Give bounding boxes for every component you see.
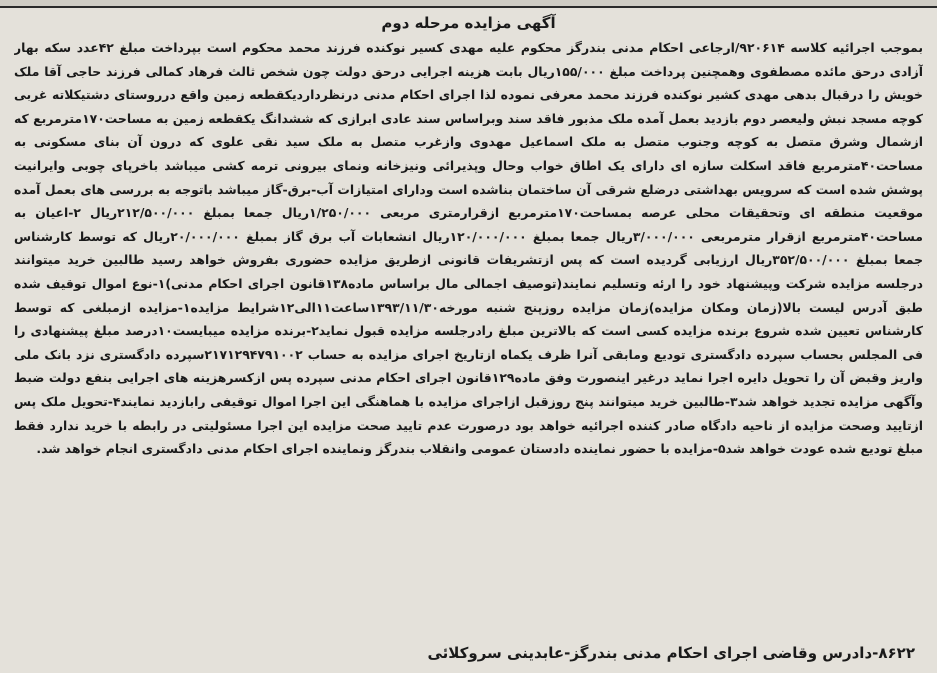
clipping-top-edge	[0, 0, 937, 8]
notice-title: آگهی مزایده مرحله دوم	[381, 14, 556, 32]
notice-body: بموجب اجرائیه کلاسه ۹۲۰۶۱۴/ارجاعی احکام مدنی بندرگز محکوم علیه مهدی کسیر نوکنده فرزند محمد محکوم است بپرداخت مبلغ ۴۲عدد سکه بهار آزادی درحق مائده مصطفوی وهمچنین پرداخت مبلغ ۱۵۵/۰۰۰ریال بابت هزینه اجرایی درحق دولت چون شخص ثالث فرهاد کمالی فرزند حاجی آقا ملک خویش را درقبال بدهی مهدی کشیر نوکنده فرزند محمد معرفی نموده لذا اجرای احکام مدنی درنظرداردیکقطعه زمین واقع درروستای دشتیکلاته غربی کوچه مسجد نبش ولیعصر دوم بازدید بعمل آمده ملک مذبور فاقد سند وبراساس سند عادی ابرازی که ششدانگ یکقطعه زمین به مساحت۱۷۰مترمربع که ازشمال وشرق متصل به کوچه وجنوب متصل به ملک اسماعیل مهدوی وازغرب متصل به ملک سید نقی علوی که درون آن بنای مسکونی به مساحت۴۰مترمربع فاقد اسکلت سازه ای دارای یک اطاق خواب وحال وپذیرائی ونیزخانه ونمای بیرونی ترمه کشی میباشد باخرپای چوبی وایرانیت پوشش شده است که سرویس بهداشتی درضلع شرقی آن ساختمان بناشده است ودارای امتیازات آب-برق-گاز میباشد باتوجه به بررسی های بعمل آمده موقعیت منطقه ای وتحقیقات محلی عرصه بمساحت۱۷۰مترمربع ازقرارمتری مربعی ۱/۲۵۰/۰۰۰ریال جمعا بمبلغ ۲۱۲/۵۰۰/۰۰۰ریال ۲-اعیان به مساحت۴۰مترمربع ازقرار مترمربعی ۳/۰۰۰/۰۰۰ریال جمعا بمبلغ ۱۲۰/۰۰۰/۰۰۰ریال انشعابات آب برق گاز بمبلغ ۲۰/۰۰۰/۰۰۰ریال که توسط کارشناس جمعا بمبلغ ۳۵۲/۵۰۰/۰۰۰ریال ارزیابی گردیده است که پس ازتشریفات قانونی ازطریق مزایده حضوری بفروش خواهد رسید طالبین خرید میتوانند درجلسه مزایده شرکت وپیشنهاد خود را ارئه وتسلیم نمایند(توصیف اجمالی مال براساس ماده۱۳۸قانون اجرای احکام مدنی)۱-نوع اموال توقیف شده طبق آدرس لیست بالا(زمان ومکان مزایده)زمان مزایده روزپنج شنبه مورخه۱۳۹۳/۱۱/۳۰ساعت۱۱الی۱۲شرایط مزایده۱-مزایده ازمبلغی که توسط کارشناس تعیین شده شروع برنده مزایده کسی است که بالاترین مبلغ رادرجلسه مزایده قبول نماید۲-برنده مزایده میبایست۱۰درصد مبلغ پیشنهادی را فی المجلس بحساب سپرده دادگستری تودیع ومابقی آنرا ظرف یکماه ازتاریخ اجرای مزایده به حساب ۲۱۷۱۲۹۴۷۹۱۰۰۲سپرده دادگستری نزد بانک ملی واریز وقبض آن را تحویل دایره اجرا نماید درغیر اینصورت وفق ماده۱۲۹قانون اجرای احکام مدنی سپرده پس ازکسرهزینه های اجرایی بنفع دولت ضبط وآگهی مزایده تجدید خواهد شد۳-طالبین خرید میتوانند پنج روزقبل ازاجرای مزایده با هماهنگی این اجرا اموال توقیفی رابازدید نمایند۴-تحویل ملک پس ازتایید وصحت مزایده از ناحیه دادگاه صادر کننده اجرائیه خواهد بود درصورت عدم تایید صحت مزایده این اجرا مسئولیتی در رابطه با خرید ندارد فقط مبلغ تودیع شده عودت خواهد شد۵-مزایده با حضور نماینده دادستان عمومی وانقلاب بندرگز ونماینده اجرای احکام مدنی دادگستری انجام خواهد شد.	[14, 40, 923, 457]
notice-signature: ۸۶۲۲-دادرس وقاضی اجرای احکام مدنی بندرگز-عابدینی سروکلائی	[427, 644, 915, 662]
